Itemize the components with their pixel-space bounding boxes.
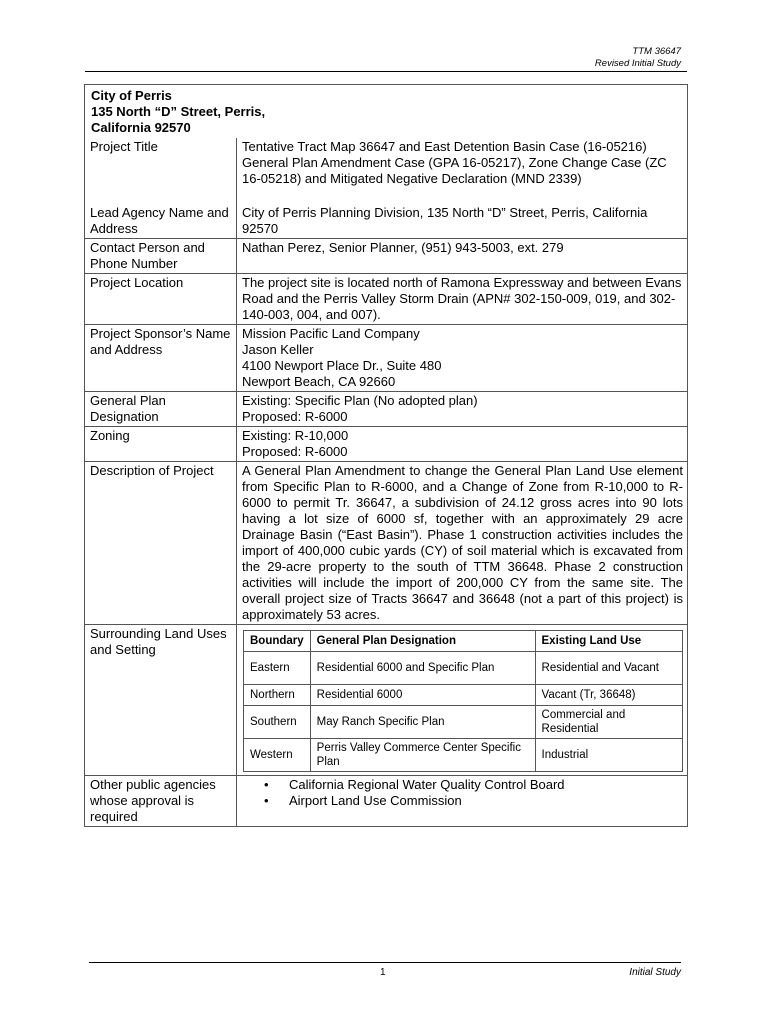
agency-list bbox=[242, 777, 683, 809]
header-rule bbox=[85, 71, 687, 72]
list-item: • California Regional Water Quality Control Board bbox=[264, 777, 683, 793]
city-street: 135 North “D” Street, Perris, bbox=[91, 104, 266, 119]
label-sponsor: Project Sponsor’s Name and Address bbox=[85, 325, 237, 392]
label-agencies: Other public agencies whose approval is required bbox=[85, 776, 237, 827]
cell-boundary: Southern bbox=[244, 706, 311, 739]
zoning-proposed: Proposed: R-6000 bbox=[242, 444, 348, 459]
row-contact bbox=[85, 239, 687, 274]
project-info-table bbox=[84, 84, 688, 827]
info-grid bbox=[85, 138, 687, 826]
city-name: City of Perris bbox=[91, 88, 172, 103]
city-state: California 92570 bbox=[91, 120, 191, 135]
cell-boundary: Northern bbox=[244, 685, 311, 706]
sponsor-company: Mission Pacific Land Company bbox=[242, 326, 420, 341]
row-description bbox=[85, 462, 687, 625]
table-row bbox=[244, 706, 683, 739]
table-row bbox=[244, 652, 683, 685]
zoning-existing: Existing: R-10,000 bbox=[242, 428, 349, 443]
label-surrounding: Surrounding Land Uses and Setting bbox=[85, 625, 237, 776]
label-contact: Contact Person and Phone Number bbox=[85, 239, 237, 274]
label-lead-agency: Lead Agency Name and Address bbox=[90, 205, 229, 236]
row-surrounding bbox=[85, 625, 687, 776]
page-header bbox=[595, 46, 681, 69]
list-item: • Airport Land Use Commission bbox=[264, 793, 683, 809]
value-agencies bbox=[237, 776, 688, 827]
value-location: The project site is located north of Ramona Expressway and between Evans Road and the Perris Valley Storm Drain (APN# 302-150-009, 019, and 302-140-003, 004, and 007). bbox=[237, 274, 688, 325]
cell-land-use: Residential and Vacant bbox=[535, 652, 682, 685]
label-project-title: Project Title bbox=[90, 139, 158, 154]
sponsor-contact: Jason Keller bbox=[242, 342, 314, 357]
label-description: Description of Project bbox=[85, 462, 237, 625]
row-zoning bbox=[85, 427, 687, 462]
cell-land-use: Industrial bbox=[535, 739, 682, 772]
label-location: Project Location bbox=[85, 274, 237, 325]
page-number: 1 bbox=[380, 967, 386, 978]
col-header-plan: General Plan Designation bbox=[310, 631, 535, 652]
value-contact: Nathan Perez, Senior Planner, (951) 943-5003, ext. 279 bbox=[237, 239, 688, 274]
surrounding-land-use-table bbox=[243, 630, 683, 772]
header-doc-id: TTM 36647 bbox=[632, 46, 681, 57]
agency-address-block bbox=[85, 85, 687, 138]
value-surrounding bbox=[237, 625, 688, 776]
cell-land-use: Commercial and Residential bbox=[535, 706, 682, 739]
cell-plan: May Ranch Specific Plan bbox=[310, 706, 535, 739]
value-zoning bbox=[237, 427, 688, 462]
value-lead-agency: City of Perris Planning Division, 135 North “D” Street, Perris, California 92570 bbox=[237, 204, 688, 239]
cell-boundary: Western bbox=[244, 739, 311, 772]
col-header-boundary: Boundary bbox=[244, 631, 311, 652]
cell-plan: Residential 6000 and Specific Plan bbox=[310, 652, 535, 685]
label-zoning: Zoning bbox=[85, 427, 237, 462]
footer-rule bbox=[89, 962, 681, 963]
value-general-plan bbox=[237, 392, 688, 427]
row-sponsor bbox=[85, 325, 687, 392]
value-project-title: Tentative Tract Map 36647 and East Detention Basin Case (16-05216) General Plan Amendment Case (GPA 16-05217), Zone Change Case (ZC 16-05218) and Mitigated Negative Declaration (MND 2339) bbox=[237, 138, 688, 204]
value-sponsor bbox=[237, 325, 688, 392]
cell-plan: Perris Valley Commerce Center Specific Plan bbox=[310, 739, 535, 772]
cell-plan: Residential 6000 bbox=[310, 685, 535, 706]
cell-boundary: Eastern bbox=[244, 652, 311, 685]
row-project-title bbox=[85, 138, 687, 204]
sponsor-street: 4100 Newport Place Dr., Suite 480 bbox=[242, 358, 442, 373]
cell-land-use: Vacant (Tr, 36648) bbox=[535, 685, 682, 706]
general-plan-proposed: Proposed: R-6000 bbox=[242, 409, 348, 424]
footer-doc-title: Initial Study bbox=[629, 967, 681, 978]
row-agencies bbox=[85, 776, 687, 827]
row-location bbox=[85, 274, 687, 325]
label-general-plan: General Plan Designation bbox=[85, 392, 237, 427]
col-header-land-use: Existing Land Use bbox=[535, 631, 682, 652]
sponsor-city: Newport Beach, CA 92660 bbox=[242, 374, 396, 389]
surrounding-header-row bbox=[244, 631, 683, 652]
general-plan-existing: Existing: Specific Plan (No adopted plan) bbox=[242, 393, 478, 408]
table-row bbox=[244, 685, 683, 706]
table-row bbox=[244, 739, 683, 772]
header-doc-title: Revised Initial Study bbox=[594, 57, 681, 69]
value-description: A General Plan Amendment to change the General Plan Land Use element from Specific Plan to R-6000, and a Change of Zone from R-10,000 to R-6000 to permit Tr. 36647, a subdivision of 24.12 gross acres into 90 lots having a lot size of 6000 sf, together with an approximately 29 acre Drainage Basin (“East Basin”). Phase 1 construction activities includes the import of 400,000 cubic yards (CY) of soil material which is excavated from the 29-acre property to the south of TTM 36648. Phase 2 construction activities will include the import of 200,000 CY from the same site. The overall project size of Tracts 36647 and 36648 (not a part of this project) is approximately 53 acres. bbox=[237, 462, 688, 625]
row-lead-agency bbox=[85, 204, 687, 239]
row-general-plan bbox=[85, 392, 687, 427]
